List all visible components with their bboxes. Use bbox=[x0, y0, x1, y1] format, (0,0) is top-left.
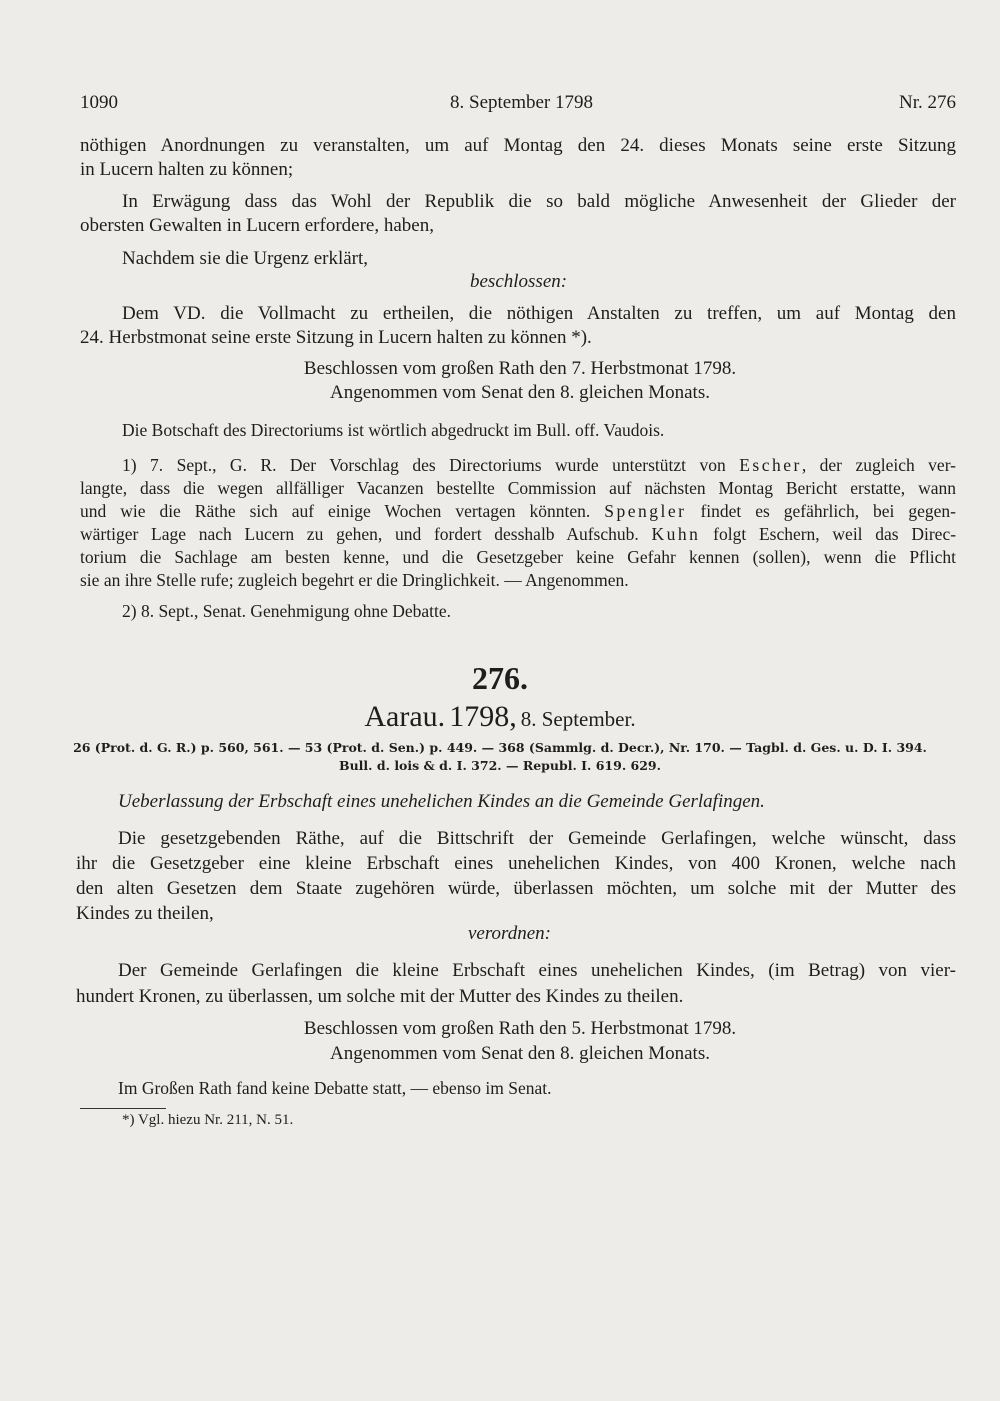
document-number: 276. bbox=[472, 660, 528, 696]
text-line: Der Gemeinde Gerlafingen die kleine Erbschaft eines unehelichen Kindes, (im Betrag) von vier- bbox=[118, 960, 956, 981]
source-references: 26 (Prot. d. G. R.) p. 560, 561. — 53 (Prot. d. Sen.) p. 449. — 368 (Sammlg. d. Decr.), Nr. 170. — Tagbl. d. Ges. u. D. I. 394. bbox=[73, 740, 927, 755]
header-date: 8. September 1798 bbox=[450, 92, 594, 113]
text-line: 24. Herbstmonat seine erste Sitzung in Lucern halten zu können *). bbox=[80, 327, 592, 348]
place-date-line bbox=[0, 700, 1000, 734]
note-line: langte, dass die wegen allfälliger Vacanzen bestellte Commission auf nächsten Montag Bericht erstatte, wann bbox=[80, 478, 956, 498]
note-line: sie an ihre Stelle rufe; zugleich begehrt er die Dringlichkeit. — Angenommen. bbox=[80, 570, 629, 590]
text-line: hundert Kronen, zu überlassen, um solche mit der Mutter des Kindes zu theilen. bbox=[76, 986, 684, 1007]
note-line: und wie die Räthe sich auf einige Wochen vertagen könnten. Spengler findet es gefährlich, bei gegen- bbox=[80, 501, 956, 521]
text-line: Dem VD. die Vollmacht zu ertheilen, die nöthigen Anstalten zu treffen, um auf Montag den bbox=[122, 303, 956, 324]
date: 8. September. bbox=[520, 707, 636, 731]
name-spengler: Spengler bbox=[604, 501, 687, 521]
closing-line: Beschlossen vom großen Rath den 5. Herbstmonat 1798. bbox=[303, 1018, 737, 1039]
note-line: Die Botschaft des Directoriums ist wörtlich abgedruckt im Bull. off. Vaudois. bbox=[122, 420, 665, 440]
text-line: in Lucern halten zu können; bbox=[80, 159, 294, 180]
document-title: Ueberlassung der Erbschaft eines unehelichen Kindes an die Gemeinde Gerlafingen. bbox=[118, 791, 765, 812]
source-references: Bull. d. lois & d. I. 372. — Republ. I. 619. 629. bbox=[339, 758, 661, 773]
text-line: obersten Gewalten in Lucern erfordere, haben, bbox=[80, 215, 434, 236]
note-line: 2) 8. Sept., Senat. Genehmigung ohne Debatte. bbox=[122, 601, 452, 621]
page-number: 1090 bbox=[80, 92, 118, 113]
name-kuhn: Kuhn bbox=[651, 524, 701, 544]
note-line: 1) 7. Sept., G. R. Der Vorschlag des Directoriums wurde unterstützt von Escher, der zugleich ver- bbox=[122, 455, 957, 475]
text-line: nöthigen Anordnungen zu veranstalten, um auf Montag den 24. dieses Monats seine erste Sitzung bbox=[80, 135, 956, 156]
text-line: Nachdem sie die Urgenz erklärt, bbox=[122, 248, 369, 269]
footnote: *) Vgl. hiezu Nr. 211, N. 51. bbox=[122, 1112, 294, 1128]
text-line: den alten Gesetzen dem Staate zugehören würde, überlassen möchten, um solche mit der Mutter des bbox=[76, 878, 956, 899]
text-line: Kindes zu theilen, bbox=[76, 903, 214, 924]
text-line: Die gesetzgebenden Räthe, auf die Bittschrift der Gemeinde Gerlafingen, welche wünscht, dass bbox=[118, 828, 956, 849]
note-line: torium die Sachlage am besten kenne, und die Gesetzgeber keine Gefahr kennen (sollen), wenn die Pflicht bbox=[80, 547, 956, 567]
resolution-verb: verordnen: bbox=[468, 923, 552, 944]
closing-line: Angenommen vom Senat den 8. gleichen Monats. bbox=[330, 382, 710, 403]
year: 1798, bbox=[449, 700, 517, 733]
page-header bbox=[80, 92, 956, 122]
header-doc-number: Nr. 276 bbox=[899, 92, 956, 113]
place: Aarau. bbox=[364, 700, 446, 733]
footnote-rule bbox=[80, 1108, 166, 1109]
closing-line: Angenommen vom Senat den 8. gleichen Monats. bbox=[330, 1043, 710, 1064]
resolution-verb: beschlossen: bbox=[470, 271, 568, 292]
closing-line: Beschlossen vom großen Rath den 7. Herbstmonat 1798. bbox=[303, 358, 737, 379]
text-line: ihr die Gesetzgeber eine kleine Erbschaft eines unehelichen Kindes, von 400 Kronen, welche nach bbox=[76, 853, 956, 874]
note-line: wärtiger Lage nach Lucern zu gehen, und fordert desshalb Aufschub. Kuhn folgt Eschern, weil das Direc- bbox=[80, 524, 957, 544]
text-line: In Erwägung dass das Wohl der Republik die so bald mögliche Anwesenheit der Glieder der bbox=[122, 191, 956, 212]
note-line: Im Großen Rath fand keine Debatte statt, — ebenso im Senat. bbox=[118, 1078, 552, 1098]
name-escher: Escher bbox=[739, 455, 802, 475]
